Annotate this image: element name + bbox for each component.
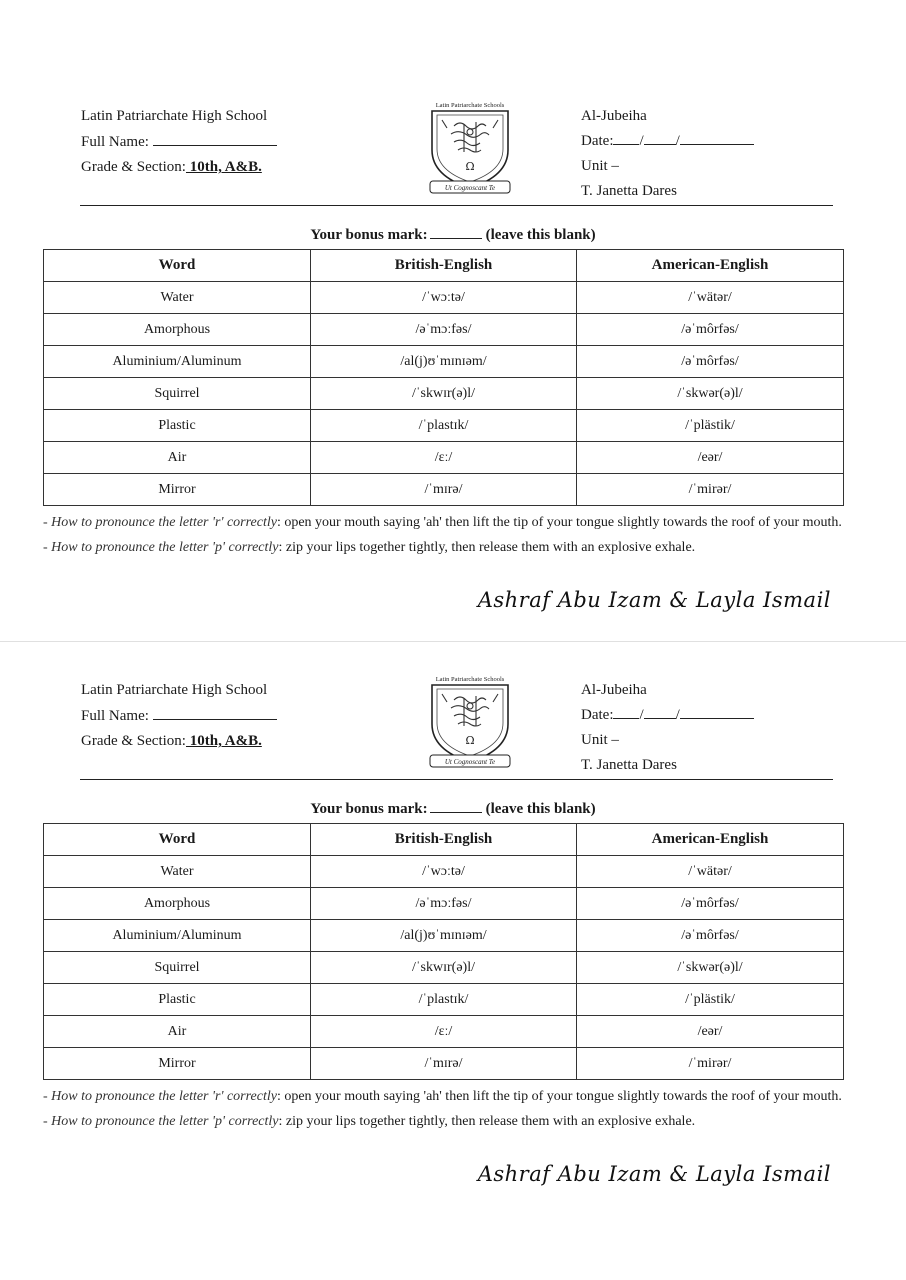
american-cell: /ˈwätər/ <box>577 856 844 888</box>
british-cell: /ˈwɔːtə/ <box>311 282 577 314</box>
column-header-word: Word <box>44 250 311 282</box>
column-header-american: American-English <box>577 824 844 856</box>
table-row <box>44 856 844 888</box>
word-cell: Aluminium/Aluminum <box>44 346 311 378</box>
date-day-blank <box>613 705 639 719</box>
word-cell: Squirrel <box>44 952 311 984</box>
grade-label: Grade & Section: <box>81 159 186 175</box>
word-cell: Water <box>44 282 311 314</box>
full-name-blank <box>153 706 277 720</box>
table-row <box>44 984 844 1016</box>
school-crest-icon <box>424 672 516 772</box>
table-row <box>44 888 844 920</box>
school-name: Latin Patriarchate High School <box>81 682 268 698</box>
header-left <box>81 678 277 755</box>
american-cell: /əˈmôrfəs/ <box>577 346 844 378</box>
location: Al-Jubeiha <box>581 108 647 124</box>
authors-signature: Ashraf Abu Izam & Layla Ismail <box>477 1162 831 1186</box>
full-name-label: Full Name: <box>81 707 149 724</box>
unit-label: Unit – <box>581 158 619 174</box>
table-row <box>44 1048 844 1080</box>
bonus-label: Your bonus mark: <box>310 227 428 243</box>
date-year-blank <box>680 705 754 719</box>
american-cell: /ˈskwər(ə)l/ <box>577 952 844 984</box>
word-cell: Air <box>44 442 311 474</box>
tip-r-text: : open your mouth saying 'ah' then lift the tip of your tongue slightly towards the roof of your mouth. <box>276 1089 842 1104</box>
crest-motto: Ut Cognoscant Te <box>444 184 496 192</box>
full-name-row <box>81 130 277 156</box>
teacher-name: T. Janetta Dares <box>581 757 677 773</box>
school-name: Latin Patriarchate High School <box>81 108 268 124</box>
british-cell: /ˈmɪrə/ <box>311 1048 577 1080</box>
table-row <box>44 378 844 410</box>
word-cell: Squirrel <box>44 378 311 410</box>
table-row <box>44 346 844 378</box>
word-cell: Plastic <box>44 984 311 1016</box>
tip-r-text: : open your mouth saying 'ah' then lift the tip of your tongue slightly towards the roof of your mouth. <box>276 515 842 530</box>
american-cell: /ˈwätər/ <box>577 282 844 314</box>
location: Al-Jubeiha <box>581 682 647 698</box>
unit-label: Unit – <box>581 732 619 748</box>
tip-r-label: - How to pronounce the letter 'r' correctly <box>43 515 277 530</box>
british-cell: /əˈmɔːfəs/ <box>311 888 577 920</box>
tip-r <box>43 511 843 536</box>
british-cell: /ˈplastɪk/ <box>311 984 577 1016</box>
bonus-mark-line <box>0 800 906 818</box>
british-cell: /ˈplastɪk/ <box>311 410 577 442</box>
grade-row <box>81 155 277 181</box>
tip-r <box>43 1085 843 1110</box>
header-divider <box>80 779 833 780</box>
tip-p-text: : zip your lips together tightly, then release them with an explosive exhale. <box>278 539 696 555</box>
header-divider <box>80 205 833 206</box>
full-name-blank <box>153 132 277 146</box>
british-cell: /ɛː/ <box>311 442 577 474</box>
grade-value: 10th, A&B. <box>185 733 262 749</box>
british-cell: /al(j)ʊˈmɪnɪəm/ <box>311 346 577 378</box>
pronunciation-tips <box>43 1085 843 1134</box>
bonus-blank <box>430 226 482 239</box>
word-cell: Amorphous <box>44 314 311 346</box>
bonus-note: (leave this blank) <box>485 227 596 243</box>
british-cell: /ɛː/ <box>311 1016 577 1048</box>
british-cell: /əˈmɔːfəs/ <box>311 314 577 346</box>
date-label: Date: <box>581 133 614 149</box>
british-cell: /ˈskwɪr(ə)l/ <box>311 378 577 410</box>
column-header-british: British-English <box>311 824 577 856</box>
school-crest-icon <box>424 98 516 198</box>
british-cell: /ˈmɪrə/ <box>311 474 577 506</box>
full-name-label: Full Name: <box>81 133 149 150</box>
british-cell: /ˈskwɪr(ə)l/ <box>311 952 577 984</box>
american-cell: /ˈplästik/ <box>577 984 844 1016</box>
page-separator <box>0 641 906 642</box>
authors-signature: Ashraf Abu Izam & Layla Ismail <box>477 588 831 612</box>
svg-text:Ω: Ω <box>465 734 475 747</box>
american-cell: /ˈplästik/ <box>577 410 844 442</box>
tip-p <box>43 1110 843 1135</box>
date-row: Date: / / <box>581 703 754 728</box>
american-cell: /əˈmôrfəs/ <box>577 920 844 952</box>
table-row <box>44 1016 844 1048</box>
column-header-british: British-English <box>311 250 577 282</box>
pronunciation-table <box>43 823 844 1080</box>
date-row: Date: / / <box>581 129 754 154</box>
american-cell: /ˈskwər(ə)l/ <box>577 378 844 410</box>
header-left <box>81 104 277 181</box>
american-cell: /ˈmirər/ <box>577 1048 844 1080</box>
teacher-name: T. Janetta Dares <box>581 183 677 199</box>
bonus-mark-line <box>0 226 906 244</box>
grade-label: Grade & Section: <box>81 733 186 749</box>
grade-value: 10th, A&B. <box>185 159 262 175</box>
table-header-row <box>44 824 844 856</box>
column-header-american: American-English <box>577 250 844 282</box>
word-cell: Air <box>44 1016 311 1048</box>
grade-row <box>81 729 277 755</box>
crest-banner-text: Latin Patriarchate Schools <box>435 102 505 109</box>
word-cell: Mirror <box>44 1048 311 1080</box>
header-right <box>581 104 754 204</box>
word-cell: Plastic <box>44 410 311 442</box>
british-cell: /al(j)ʊˈmɪnɪəm/ <box>311 920 577 952</box>
word-cell: Mirror <box>44 474 311 506</box>
tip-r-label: - How to pronounce the letter 'r' correctly <box>43 1089 277 1104</box>
pronunciation-table <box>43 249 844 506</box>
british-cell: /ˈwɔːtə/ <box>311 856 577 888</box>
table-row <box>44 282 844 314</box>
table-row <box>44 410 844 442</box>
date-label: Date: <box>581 707 614 723</box>
american-cell: /ˈmirər/ <box>577 474 844 506</box>
word-cell: Aluminium/Aluminum <box>44 920 311 952</box>
tip-p-label: - How to pronounce the letter 'p' correctly <box>43 539 279 555</box>
svg-text:Ω: Ω <box>465 160 475 173</box>
american-cell: /eər/ <box>577 442 844 474</box>
pronunciation-tips <box>43 511 843 560</box>
bonus-blank <box>430 800 482 813</box>
american-cell: /əˈmôrfəs/ <box>577 314 844 346</box>
bonus-note: (leave this blank) <box>485 801 596 817</box>
table-header-row <box>44 250 844 282</box>
tip-p <box>43 536 843 561</box>
crest-motto: Ut Cognoscant Te <box>444 758 496 766</box>
american-cell: /əˈmôrfəs/ <box>577 888 844 920</box>
table-row <box>44 952 844 984</box>
crest-banner-text: Latin Patriarchate Schools <box>435 676 505 683</box>
table-row <box>44 474 844 506</box>
table-row <box>44 314 844 346</box>
date-month-blank <box>644 131 676 145</box>
tip-p-text: : zip your lips together tightly, then release them with an explosive exhale. <box>278 1113 696 1129</box>
full-name-row <box>81 704 277 730</box>
table-row <box>44 920 844 952</box>
tip-p-label: - How to pronounce the letter 'p' correctly <box>43 1113 279 1129</box>
american-cell: /eər/ <box>577 1016 844 1048</box>
date-month-blank <box>644 705 676 719</box>
word-cell: Amorphous <box>44 888 311 920</box>
word-cell: Water <box>44 856 311 888</box>
column-header-word: Word <box>44 824 311 856</box>
bonus-label: Your bonus mark: <box>310 801 428 817</box>
date-year-blank <box>680 131 754 145</box>
table-row <box>44 442 844 474</box>
worksheet-copy <box>0 644 906 1218</box>
date-day-blank <box>613 131 639 145</box>
worksheet-copy <box>0 70 906 644</box>
header-right <box>581 678 754 778</box>
